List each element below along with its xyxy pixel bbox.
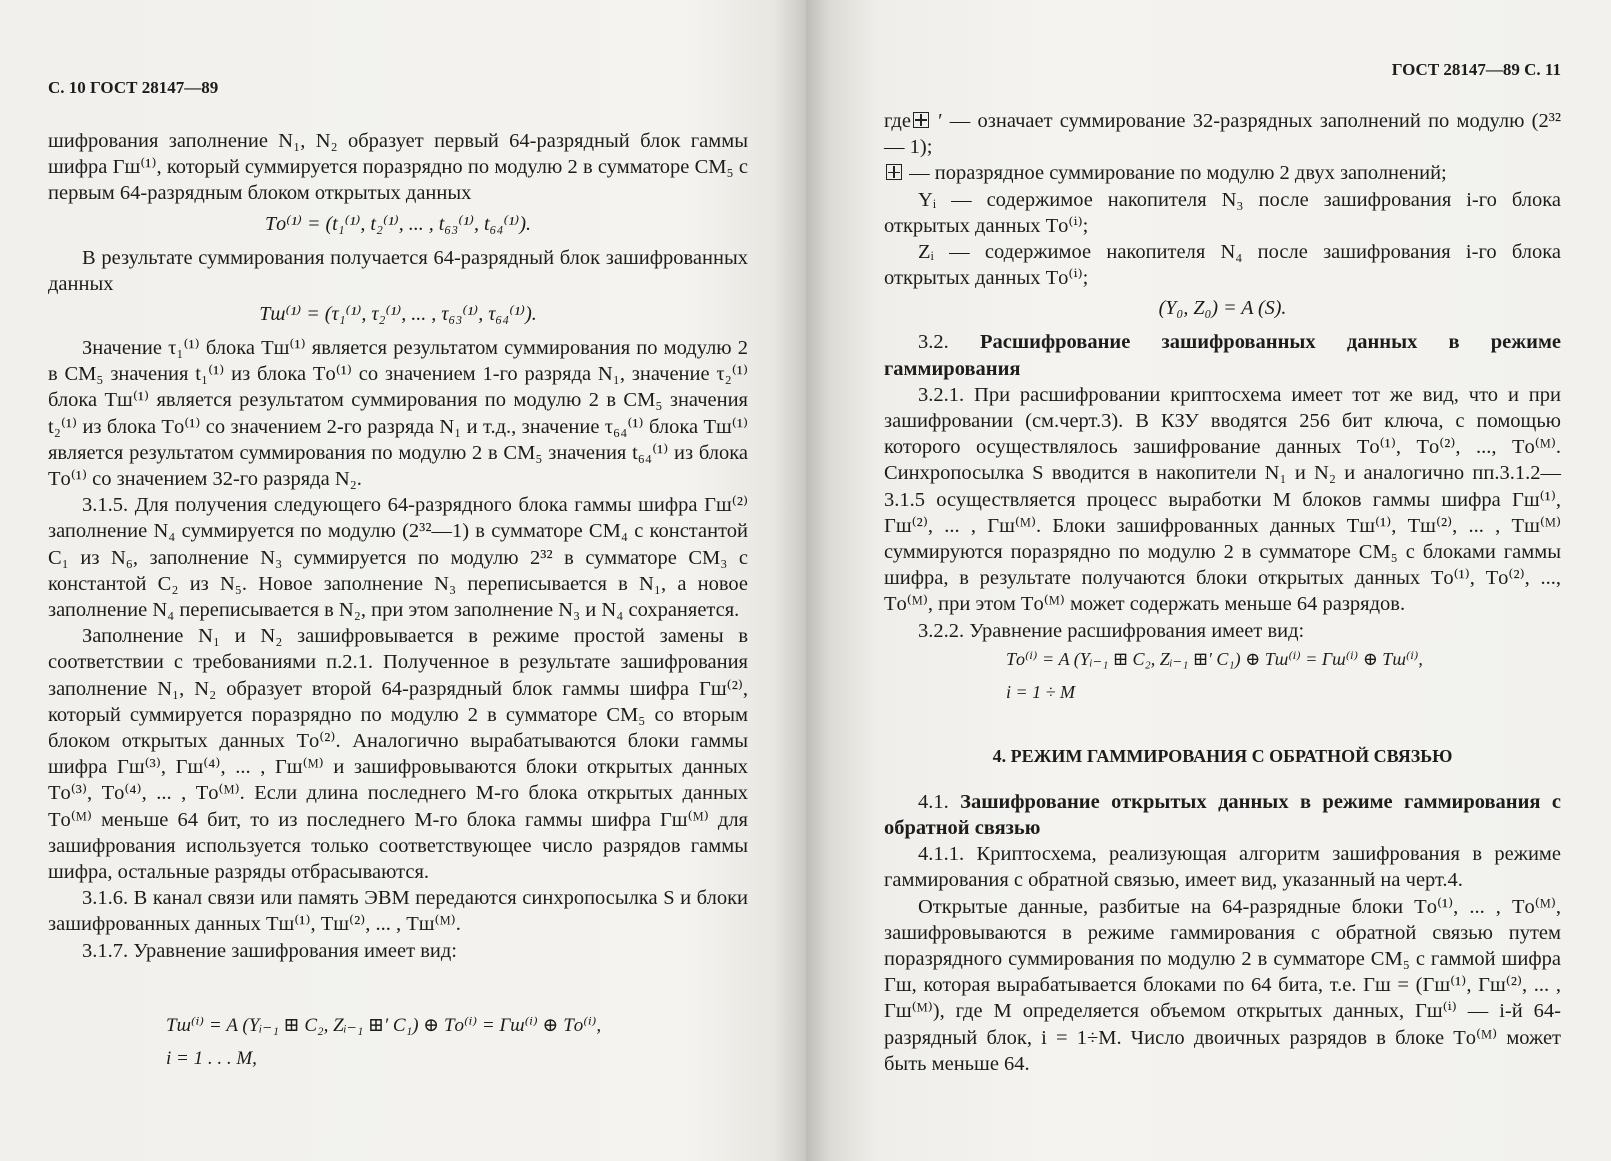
decryption-equation: Tо⁽ⁱ⁾ = A (Yᵢ₋₁ ⊞ C₂, Zᵢ₋₁ ⊞′ C₁) ⊕ Tш⁽ⁱ⁾ = Гш⁽ⁱ⁾ ⊕ Tш⁽ⁱ⁾, [1006, 648, 1423, 669]
decryption-equation-range: i = 1 ÷ M [1006, 681, 1076, 702]
paragraph-bit-values: Значение τ₁⁽¹⁾ блока Tш⁽¹⁾ является результатом суммирования по модулю 2 в CM₅ значения t₁⁽¹⁾ из блока Tо⁽¹⁾ со значением 1-го разряда N₁, значение τ₂⁽¹⁾ блока Tш⁽¹⁾ является результатом суммирования по модулю 2 в CM₅ значения t₂⁽¹⁾ из блока Tо⁽¹⁾ со значением 2-го разряда N₁ и т.д., значение τ₆₄⁽¹⁾ блока Tш⁽¹⁾ является результатом суммирования по модулю 2 в CM₅ значения t₆₄⁽¹⁾ из блока Tо⁽¹⁾ со значением 32-го разряда N₂. [48, 337, 748, 491]
encryption-equation-range: i = 1 . . . M, [166, 1047, 257, 1069]
definition-z: Zᵢ — содержимое накопителя N₄ после зашифрования i-го блока открытых данных Tо⁽ⁱ⁾; [884, 241, 1561, 290]
definition-modsum-text: ′ — означает суммирование 32-разрядных заполнений по модулю (2³² — 1); [884, 110, 1561, 159]
definition-bitsum [884, 160, 1561, 186]
paragraph-3-2-1: 3.2.1. При расшифровании криптосхема имеет тот же вид, что и при зашифровании (см.черт.3). В КЗУ вводятся 256 бит ключа, с помощью которого осуществлялось зашифрование данных Tо⁽¹⁾, Tо⁽²⁾, ..., Tо⁽ᴹ⁾. Синхропосылка S вводится в накопители N₁ и N₂ и аналогично пп.3.1.2—3.1.5 осуществляется процесс выработки M блоков гаммы шифра Гш⁽¹⁾, Гш⁽²⁾, ... , Гш⁽ᴹ⁾. Блоки зашифрованных данных Tш⁽¹⁾, Tш⁽²⁾, ... , Tш⁽ᴹ⁾ суммируются поразрядно по модулю 2 в сумматоре CM₅ с блоками гаммы шифра, в результате получаются блоки открытых данных Tо⁽¹⁾, Tо⁽²⁾, ..., Tо⁽ᴹ⁾, при этом Tо⁽ᴹ⁾ может содержать меньше 64 разрядов. [884, 383, 1561, 616]
paragraph-3-1-6: 3.1.6. В канал связи или память ЭВМ передаются синхропосылка S и блоки зашифрованных данных Tш⁽¹⁾, Tш⁽²⁾, ... , Tш⁽ᴹ⁾. [48, 887, 748, 936]
formula-initial-state: (Y₀, Z₀) = A (S). [1158, 297, 1287, 320]
paragraph-3-2-2: 3.2.2. Уравнение расшифрования имеет вид: [918, 619, 1305, 642]
section-4-title: 4. РЕЖИМ ГАММИРОВАНИЯ С ОБРАТНОЙ СВЯЗЬЮ [992, 745, 1453, 766]
paragraph-filling-encrypt: Заполнение N₁ и N₂ зашифровывается в режиме простой замены в соответствии с требованиями п.2.1. Полученное в результате зашифрования заполнение N₁, N₂ образует второй 64-разрядный блок гаммы шифра Гш⁽²⁾, который суммируется поразрядно по модулю 2 в сумматоре CM₅ со вторым блоком открытых данных Tо⁽²⁾. Аналогично вырабатываются блоки гаммы шифра Гш⁽³⁾, Гш⁽⁴⁾, ... , Гш⁽ᴹ⁾ и зашифровываются блоки открытых данных Tо⁽³⁾, Tо⁽⁴⁾, ... , Tо⁽ᴹ⁾. Если длина последнего M-го блока открытых данных Tо⁽ᴹ⁾ меньше 64 бит, то из последнего M-го блока гаммы шифра Гш⁽ᴹ⁾ для зашифрования используется только соответствующее число разрядов гаммы шифра, остальные разряды отбрасываются. [48, 625, 748, 884]
right-page [806, 0, 1611, 1161]
subsection-4-1-number: 4.1. [918, 790, 949, 813]
subsection-4-1-heading [884, 789, 1561, 841]
paragraph-4-1-1: 4.1.1. Криптосхема, реализующая алгоритм зашифрования в режиме гаммирования с обратной связью, имеет вид, указанный на черт.4. [884, 843, 1561, 892]
definition-y: Yᵢ — содержимое накопителя N₃ после зашифрования i-го блока открытых данных Tо⁽ⁱ⁾; [884, 188, 1561, 237]
formula-gap [48, 964, 748, 1010]
formula-cipher-block: Tш⁽¹⁾ = (τ₁⁽¹⁾, τ₂⁽¹⁾, ... , τ₆₃⁽¹⁾, τ₆₄⁽¹⁾). [259, 303, 537, 326]
definition-prefix: где [884, 110, 911, 132]
paragraph-3-1-7: 3.1.7. Уравнение зашифрования имеет вид: [82, 939, 457, 962]
subsection-3-2-title: Расшифрование зашифрованных данных в режиме гаммирования [884, 331, 1562, 380]
subsection-4-1-title: Зашифрование открытых данных в режиме гаммирования с обратной связью [884, 790, 1562, 840]
definition-bitsum-text: — поразрядное суммирование по модулю 2 двух заполнений; [909, 162, 1447, 185]
running-head-right: ГОСТ 28147—89 С. 11 [1391, 60, 1561, 79]
paragraph-4-1-2: Открытые данные, разбитые на 64-разрядные блоки Tо⁽¹⁾, ... , Tо⁽ᴹ⁾, зашифровываются в режиме гаммирования с обратной связью путем поразрядного суммирования по модулю 2 в сумматоре CM₅ с гаммой шифра Гш, которая вырабатывается блоками по 64 бита, т.е. Гш = (Гш⁽¹⁾, Гш⁽²⁾, ... , Гш⁽ᴹ⁾), где M определяется объемом открытых данных, Гш⁽ⁱ⁾ — i-й 64-разрядный блок, i = 1÷M. Число двоичных разрядов в блоке Tо⁽ᴹ⁾ может быть меньше 64. [884, 895, 1561, 1075]
encryption-equation: Tш⁽ⁱ⁾ = A (Yᵢ₋₁ ⊞ C₂, Zᵢ₋₁ ⊞′ C₁) ⊕ Tо⁽ⁱ⁾ = Гш⁽ⁱ⁾ ⊕ Tо⁽ⁱ⁾, [166, 1014, 602, 1036]
paragraph-3-1-5: 3.1.5. Для получения следующего 64-разрядного блока гаммы шифра Гш⁽²⁾ заполнение N₄ суммируется по модулю (2³²—1) в сумматоре CM₄ с константой C₁ из N₆, заполнение N₃ суммируется по модулю 2³² в сумматоре CM₃ с константой C₂ из N₅. Новое заполнение N₃ переписывается в N₁, а новое заполнение N₄ переписывается в N₂, при этом заполнение N₃ и N₄ сохраняется. [48, 494, 748, 622]
boxed-plus-icon [913, 112, 929, 128]
running-head-left: С. 10 ГОСТ 28147—89 [48, 78, 219, 97]
boxed-plus-icon [886, 164, 902, 180]
definition-modsum [884, 108, 1561, 160]
paragraph-continuation: шифрования заполнение N₁, N₂ образует первый 64-разрядный блок гаммы шифра Гш⁽¹⁾, который суммируется поразрядно по модулю 2 в сумматоре CM₅ с первым 64-разрядным блоком открытых данных [48, 130, 748, 205]
paragraph-sum-result: В результате суммирования получается 64-разрядный блок зашифрованных данных [48, 246, 748, 295]
subsection-3-2-number: 3.2. [918, 331, 949, 354]
subsection-3-2-heading [884, 329, 1561, 381]
formula-open-block: Tо⁽¹⁾ = (t₁⁽¹⁾, t₂⁽¹⁾, ... , t₆₃⁽¹⁾, t₆₄⁽¹⁾). [265, 212, 531, 235]
